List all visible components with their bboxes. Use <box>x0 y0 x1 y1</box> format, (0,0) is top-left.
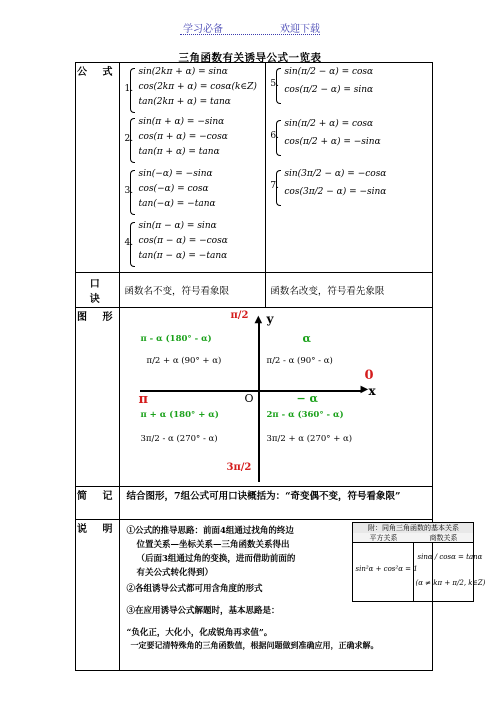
identity-box <box>352 522 486 602</box>
formula-group-number: 2. <box>124 133 134 144</box>
unit-circle-graph <box>120 308 432 486</box>
document-title: 三角函数有关诱导公式一览表 <box>178 52 322 64</box>
sm-p3: ③在应用诱导公式解题时，基本思路是： <box>126 606 280 616</box>
header-right: 欢迎下载 <box>280 24 320 35</box>
label-pi: π <box>138 392 148 407</box>
identity-box-h1: 平方关系 <box>353 533 413 543</box>
sm-cell <box>120 520 486 671</box>
formula-line: tan(π + α) = tanα <box>138 147 220 157</box>
formula-line: sin(π − α) = sinα <box>138 221 217 231</box>
sm-p1d: 有关公式转化得到） <box>136 568 213 578</box>
formula-group-number: 4. <box>124 237 134 248</box>
label-bottom-3pi2: 3π/2 <box>226 462 252 473</box>
row-label-kj: 口 诀 <box>76 273 120 308</box>
graph-cell <box>120 308 433 487</box>
jj-text: 结合图形，7组公式可用口诀概括为：“奇变偶不变，符号看象限” <box>120 487 433 520</box>
formula-line: cos(π + α) = −cosα <box>138 132 228 142</box>
sm-p5: 一定要记清特殊角的三角函数值，根据问题做到准确应用，正确求解。 <box>130 640 379 650</box>
identity-condition: (α ≠ kπ + π/2, k∈Z) <box>415 579 486 587</box>
label-x: x <box>368 384 376 398</box>
sm-p4: “负化正，大化小，化成锐角再求值”。 <box>126 628 273 638</box>
formula-group-number: 3. <box>124 185 134 196</box>
y-axis-arrow-icon: ▲ <box>254 314 263 325</box>
label-q4-green: 2π - α (360° - α) <box>266 410 344 420</box>
sm-content <box>120 520 486 670</box>
page-header <box>0 20 500 38</box>
label-alpha: α <box>302 332 311 345</box>
label-origin: O <box>244 392 254 405</box>
formula-group-number: 6. <box>270 131 279 141</box>
row-label-formula: 公 式 <box>76 63 120 273</box>
formula-line: cos(2kπ + α) = cosα(k∈Z) <box>138 82 257 92</box>
header-left: 学习必备 <box>183 24 223 35</box>
label-q1-black: π/2 - α (90° - α) <box>266 356 333 366</box>
formula-line: sin(π/2 − α) = cosα <box>284 67 374 77</box>
formula-line: cos(π/2 + α) = −sinα <box>284 137 381 147</box>
label-q2-green: π - α (180° - α) <box>140 334 212 344</box>
label-top-pi2: π/2 <box>230 310 249 321</box>
formula-line: cos(−α) = cosα <box>138 184 209 194</box>
formula-line: tan(2kπ + α) = tanα <box>138 97 231 107</box>
formula-table <box>75 62 486 671</box>
y-axis <box>258 322 260 482</box>
label-q4-black: 3π/2 + α (270° + α) <box>266 434 353 444</box>
brace-icon <box>276 170 281 206</box>
brace-icon <box>130 222 135 267</box>
label-q3-green: π + α (180° + α) <box>140 410 219 420</box>
sm-p1a: ①公式的推导思路：前面4组通过找角的终边 <box>126 526 294 536</box>
label-zero: 0 <box>364 368 374 383</box>
formulas-right-cell <box>266 63 433 273</box>
row-label-jj: 简 记 <box>76 487 120 520</box>
label-q3-black: 3π/2 - α (270° - α) <box>140 434 218 444</box>
kj-left: 函数名不变，符号看象限 <box>120 273 266 308</box>
formula-line: sin(π + α) = −sinα <box>138 117 225 127</box>
formula-group-number: 1. <box>124 83 134 94</box>
formula-line: sin(π/2 + α) = cosα <box>284 119 374 129</box>
brace-icon <box>276 68 281 104</box>
label-y: y <box>266 312 274 326</box>
formula-line: tan(π − α) = −tanα <box>138 251 228 261</box>
sm-p1c: （后面3组通过角的变换，进而借助前面的 <box>136 554 296 564</box>
row-label-sm: 说 明 <box>76 520 120 671</box>
sm-p2: ②各组诱导公式都可用含角度的形式 <box>126 584 263 594</box>
formula-line: sin(2kπ + α) = sinα <box>138 67 228 77</box>
formula-group-number: 7. <box>270 181 279 191</box>
formula-group-number: 5. <box>270 79 279 89</box>
identity-quotient: sinα / cosα = tanα <box>417 553 483 561</box>
formula-line: cos(π/2 − α) = sinα <box>284 85 374 95</box>
row-label-graph: 图 形 <box>76 308 120 487</box>
formula-line: cos(3π/2 − α) = −sinα <box>284 187 387 197</box>
identity-box-title: 附：同角三角函数的基本关系 <box>353 523 473 534</box>
brace-icon <box>130 118 135 163</box>
label-neg-alpha: − α <box>296 392 318 405</box>
formulas-left-cell <box>120 63 266 273</box>
brace-icon <box>130 170 135 215</box>
kj-right: 函数名改变，符号看先象限 <box>266 273 433 308</box>
x-axis-arrow-icon: ▶ <box>360 384 369 395</box>
sm-p1b: 位置关系—坐标关系—三角函数关系得出 <box>136 540 290 550</box>
formula-line: tan(−α) = −tanα <box>138 199 216 209</box>
formula-line: cos(π − α) = −cosα <box>138 236 228 246</box>
identity-square: sin²α + cos²α = 1 <box>355 565 418 573</box>
formula-line: sin(3π/2 − α) = −cosα <box>284 169 387 179</box>
identity-box-h2: 商数关系 <box>413 533 473 543</box>
brace-icon <box>130 68 135 113</box>
label-q2-black: π/2 + α (90° + α) <box>146 356 222 366</box>
header-rule <box>180 34 320 35</box>
brace-icon <box>276 120 281 156</box>
formula-line: sin(−α) = −sinα <box>138 169 213 179</box>
